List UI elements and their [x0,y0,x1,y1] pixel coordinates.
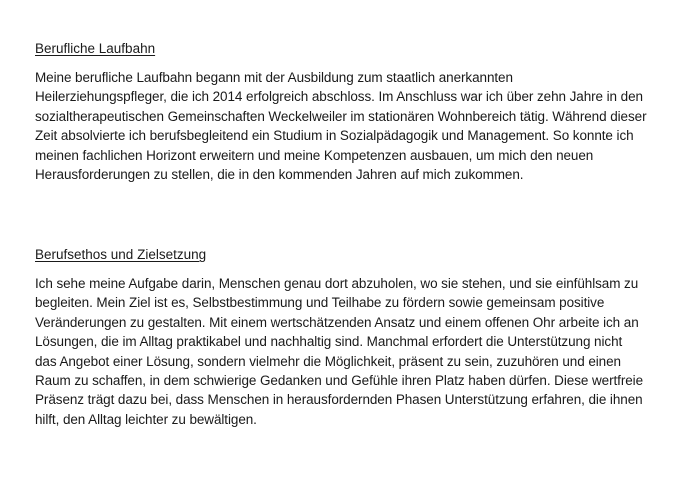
section-heading-career: Berufliche Laufbahn [35,41,156,56]
section-career [35,39,647,184]
section-ethos [35,245,647,429]
section-body-career: Meine berufliche Laufbahn begann mit der Ausbildung zum staatlich anerkannten Heilerziehungspfleger, die ich 2014 erfolgreich abschloss. Im Anschluss war ich über zehn Jahre in den sozialtherapeutischen Gemeinschaften Weckelweiler im stationären Wohnbereich tätig. Während dieser Zeit absolvierte ich berufsbegleitend ein Studium in Sozialpädagogik und Management. So konnte ich meinen fachlichen Horizont erweitern und meine Kompetenzen ausbauen, um mich den neuen Herausforderungen zu stellen, die in den kommenden Jahren auf mich zukommen. [35,70,647,183]
section-heading-ethos: Berufsethos und Zielsetzung [35,247,207,262]
section-body-ethos: Ich sehe meine Aufgabe darin, Menschen genau dort abzuholen, wo sie stehen, und sie einfühlsam zu begleiten. Mein Ziel ist es, Selbstbestimmung und Teilhabe zu fördern sowie gemeinsam positive Veränderungen zu gestalten. Mit einem wertschätzenden Ansatz und einem offenen Ohr arbeite ich an Lösungen, die im Alltag praktikabel und nachhaltig sind. Manchmal erfordert die Unterstützung nicht das Angebot einer Lösung, sondern vielmehr die Möglichkeit, präsent zu sein, zuzuhören und einen Raum zu schaffen, in dem schwierige Gedanken und Gefühle ihren Platz haben dürfen. Diese wertfreie Präsenz trägt dazu bei, dass Menschen in herausfordernden Phasen Unterstützung erfahren, die ihnen hilft, den Alltag leichter zu bewältigen. [35,276,644,427]
